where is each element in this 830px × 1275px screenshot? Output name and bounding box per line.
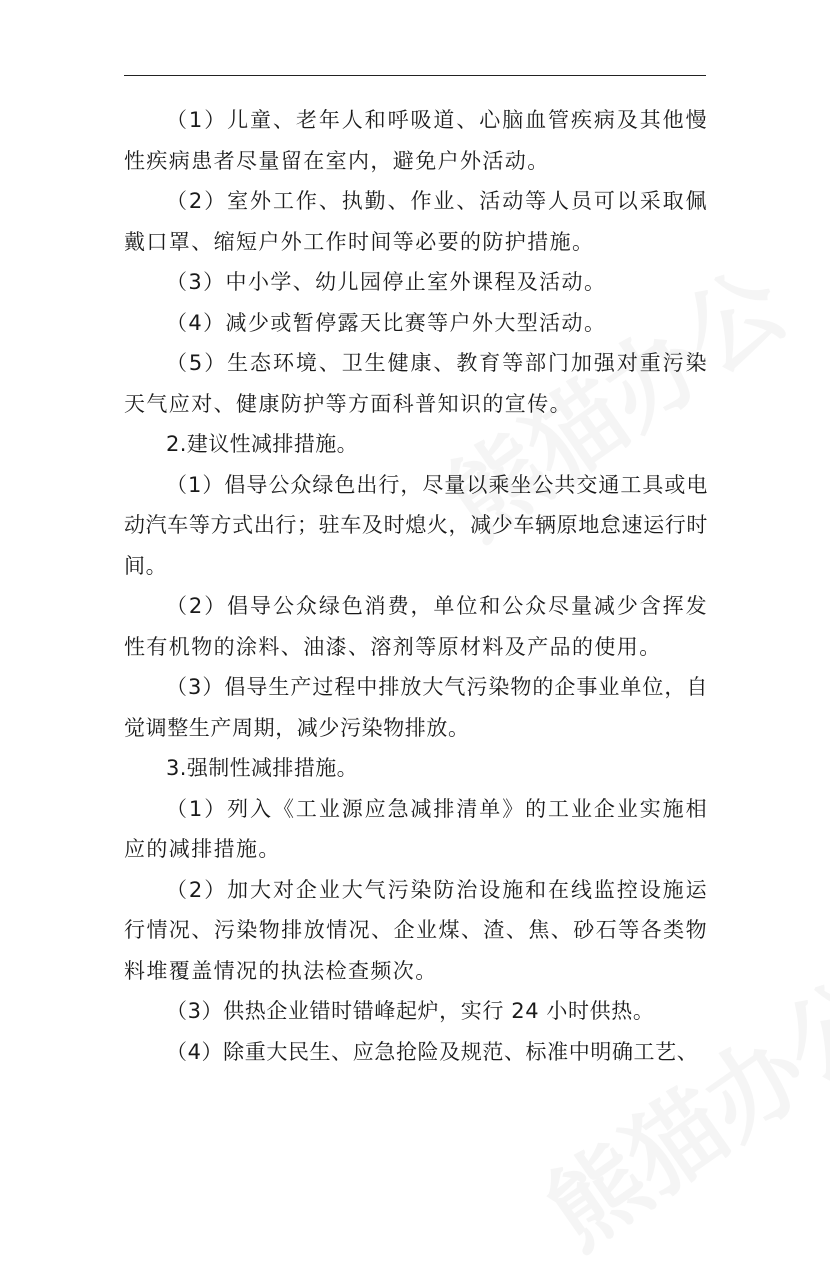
paragraph-mandatory-4: （4）除重大民生、应急抢险及规范、标准中明确工艺、 — [166, 1039, 699, 1064]
paragraph-health-protection-2: （2）室外工作、执勤、作业、活动等人员可以采取佩戴口罩、缩短户外工作时间等必要的防护措施。 — [124, 189, 708, 254]
section-heading-recommended-measures: 2.建议性减排措施。 — [166, 432, 359, 456]
document-body — [124, 100, 708, 1072]
paragraph-recommended-2: （2）倡导公众绿色消费，单位和公众尽量减少含挥发性有机物的涂料、油漆、溶剂等原材料及产品的使用。 — [124, 594, 708, 659]
paragraph-health-protection-4: （4）减少或暂停露天比赛等户外大型活动。 — [166, 310, 607, 335]
paragraph-health-protection-3: （3）中小学、幼儿园停止室外课程及活动。 — [166, 270, 607, 294]
section-heading-mandatory-measures: 3.强制性减排措施。 — [166, 756, 359, 780]
paragraph-health-protection-5: （5）生态环境、卫生健康、教育等部门加强对重污染天气应对、健康防护等方面科普知识的宣传。 — [124, 351, 708, 416]
paragraph-mandatory-1: （1）列入《工业源应急减排清单》的工业企业实施相应的减排措施。 — [124, 796, 708, 861]
paragraph-recommended-3: （3）倡导生产过程中排放大气污染物的企事业单位，自觉调整生产周期，减少污染物排放。 — [124, 675, 708, 740]
header-rule — [124, 75, 706, 76]
paragraph-health-protection-1: （1）儿童、老年人和呼吸道、心脑血管疾病及其他慢性疾病患者尽量留在室内，避免户外活动。 — [124, 108, 708, 173]
paragraph-mandatory-2: （2）加大对企业大气污染防治设施和在线监控设施运行情况、污染物排放情况、企业煤、渣、焦、砂石等各类物料堆覆盖情况的执法检查频次。 — [124, 877, 708, 983]
paragraph-mandatory-3: （3）供热企业错时错峰起炉，实行 24 小时供热。 — [166, 999, 655, 1023]
paragraph-recommended-1: （1）倡导公众绿色出行，尽量以乘坐公共交通工具或电动汽车等方式出行；驻车及时熄火，减少车辆原地怠速运行时间。 — [124, 472, 708, 578]
